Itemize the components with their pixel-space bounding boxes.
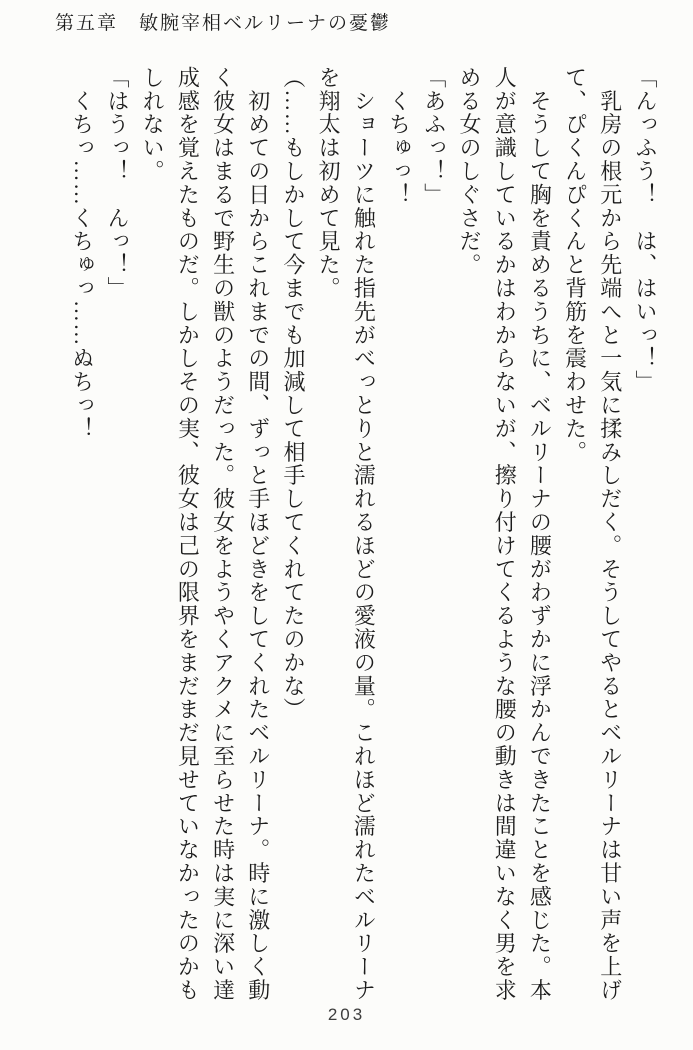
paragraph: くちっ……くちゅっ……ぬちっ！ bbox=[69, 66, 95, 441]
body-text bbox=[58, 66, 663, 1008]
paragraph: 「あふっ！」 bbox=[421, 66, 447, 207]
chapter-header: 第五章 敏腕宰相ベルリーナの憂鬱 bbox=[55, 13, 392, 34]
paragraph: 「んっふう！ は、はいっ！」 bbox=[633, 66, 658, 394]
paragraph: 「はうっ！ んっ！」 bbox=[104, 66, 130, 300]
paragraph: 乳房の根元から先端へと一気に揉みしだく。そうしてやるとベルリーナは甘い声を上げて、ぴくんぴくんと背筋を震わせた。 bbox=[562, 66, 623, 1002]
page-number: 203 bbox=[327, 1005, 366, 1024]
paragraph: ショーツに触れた指先がべっとりと濡れるほどの愛液の量。これほど濡れたベルリーナを翔太は初めて見た。 bbox=[316, 66, 377, 1002]
paragraph: （……もしかして今までも加減して相手してくれてたのかな） bbox=[280, 66, 306, 722]
paragraph: そうして胸を責めるうちに、ベルリーナの腰がわずかに浮かんできたことを感じた。本人が意識しているかはわからないが、擦り付けてくるような腰の動きは間違いなく男を求める女のしぐさだ。 bbox=[456, 66, 553, 1002]
paragraph: くちゅっ！ bbox=[386, 66, 412, 207]
paragraph: 初めての日からこれまでの間、ずっと手ほどきをしてくれたベルリーナ。時に激しく動く彼女はまるで野生の獣のようだった。彼女をようやくアクメに至らせた時は実に深い達成感を覚えたものだ。しかしその実、彼女は己の限界をまだまだ見せていなかったのかもしれない。 bbox=[140, 66, 271, 1002]
